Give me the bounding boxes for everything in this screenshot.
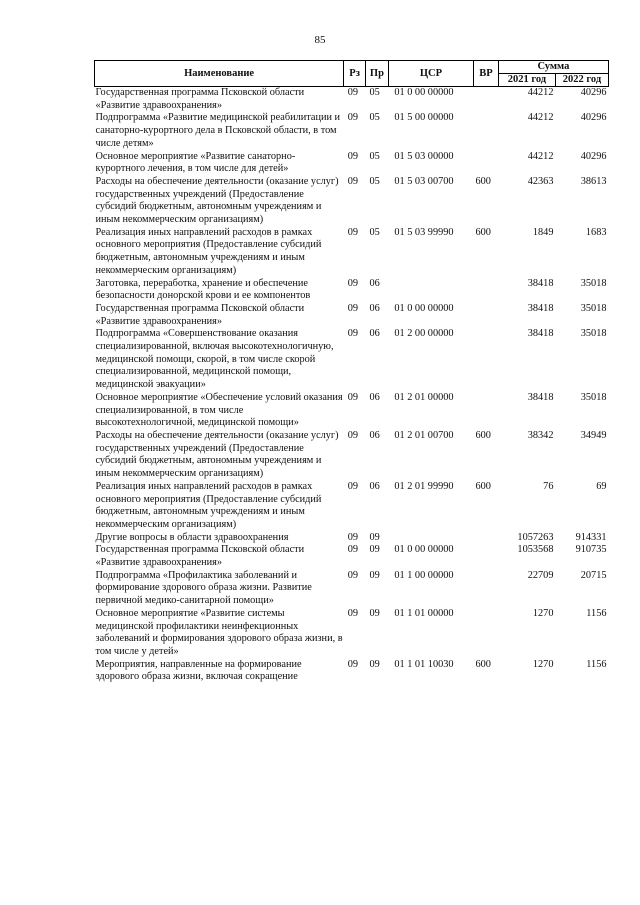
vr-cell: 600 xyxy=(475,226,491,238)
sum-2021-cell: 1053568 xyxy=(517,544,554,556)
vr-cell xyxy=(473,278,498,303)
csr-cell xyxy=(388,532,473,545)
rz-cell: 09 xyxy=(347,429,358,441)
name-cell: Основное мероприятие «Обеспечение условий оказания специализированной, в том числе высокотехнологичной, медицинской помощи» xyxy=(95,391,343,429)
name-cell: Мероприятия, направленные на формирование здорового образа жизни, включая сокращение xyxy=(95,658,302,683)
rz-cell: 09 xyxy=(347,391,358,403)
pr-cell: 09 xyxy=(369,569,380,581)
table-row xyxy=(95,227,609,278)
header-name: Наименование xyxy=(95,61,344,87)
csr-cell: 01 1 00 00000 xyxy=(394,569,454,581)
sum-2022-cell: 35018 xyxy=(580,302,607,314)
rz-cell: 09 xyxy=(347,277,358,289)
sum-2022-cell: 914331 xyxy=(575,531,607,543)
csr-cell: 01 5 03 00700 xyxy=(394,175,454,187)
name-cell: Основное мероприятие «Развитие санаторно-курортного лечения, в том числе для детей» xyxy=(95,150,296,175)
csr-cell: 01 2 01 00000 xyxy=(394,391,454,403)
sum-2021-cell: 38418 xyxy=(527,328,554,340)
rz-cell: 09 xyxy=(347,607,358,619)
pr-cell: 05 xyxy=(369,112,380,124)
sum-2021-cell: 1849 xyxy=(532,226,554,238)
table-row xyxy=(95,481,609,532)
sum-2021-cell: 1270 xyxy=(532,607,554,619)
pr-cell: 05 xyxy=(369,226,380,238)
rz-cell: 09 xyxy=(347,150,358,162)
table-row xyxy=(95,278,609,303)
vr-cell xyxy=(473,87,498,113)
sum-2022-cell: 35018 xyxy=(580,277,607,289)
sum-2021-cell: 38418 xyxy=(527,391,554,403)
sum-2022-cell: 1156 xyxy=(586,607,607,619)
name-cell: Государственная программа Псковской области «Развитие здравоохранения» xyxy=(95,87,305,111)
name-cell: Расходы на обеспечение деятельности (оказание услуг) государственных учреждений (Предоставление субсидий бюджетным, автономным учреждениям и иным некоммерческим организациям) xyxy=(95,429,339,480)
rz-cell: 09 xyxy=(347,226,358,238)
rz-cell: 09 xyxy=(347,328,358,340)
vr-cell xyxy=(473,608,498,659)
pr-cell: 06 xyxy=(369,277,380,289)
vr-cell xyxy=(473,570,498,608)
sum-2021-cell: 22709 xyxy=(527,569,554,581)
pr-cell: 09 xyxy=(369,607,380,619)
csr-cell: 01 0 00 00000 xyxy=(394,87,454,98)
header-vr: ВР xyxy=(473,61,498,87)
name-cell: Подпрограмма «Развитие медицинской реабилитации и санаторно-курортного дела в Псковской области, в том числе детям» xyxy=(95,112,341,149)
name-cell: Другие вопросы в области здравоохранения xyxy=(95,531,289,543)
csr-cell: 01 1 01 10030 xyxy=(394,658,454,670)
sum-2022-cell: 40296 xyxy=(580,112,607,124)
vr-cell xyxy=(473,392,498,430)
sum-2022-cell: 1683 xyxy=(585,226,607,238)
table-header xyxy=(95,61,609,87)
rz-cell: 09 xyxy=(347,544,358,556)
sum-2022-cell: 35018 xyxy=(580,391,607,403)
csr-cell: 01 0 00 00000 xyxy=(394,302,454,314)
header-sum: Сумма xyxy=(498,61,608,74)
name-cell: Подпрограмма «Профилактика заболеваний и формирование здорового образа жизни. Развитие первичной медико-санитарной помощи» xyxy=(95,569,312,607)
name-cell: Реализация иных направлений расходов в рамках основного мероприятия (Предоставление субсидий бюджетным, автономным учреждениям и иным некоммерческим организациям) xyxy=(95,226,322,276)
vr-cell: 600 xyxy=(475,429,491,441)
csr-cell: 01 2 01 00700 xyxy=(394,429,454,441)
sum-2022-cell: 69 xyxy=(596,480,607,492)
vr-cell xyxy=(473,151,498,176)
name-cell: Реализация иных направлений расходов в рамках основного мероприятия (Предоставление субсидий бюджетным, автономным учреждениям и иным некоммерческим организациям) xyxy=(95,480,322,530)
sum-2021-cell: 1057263 xyxy=(517,531,554,543)
sum-2021-cell: 38342 xyxy=(527,429,554,441)
pr-cell: 06 xyxy=(369,480,380,492)
name-cell: Государственная программа Псковской области «Развитие здравоохранения» xyxy=(95,544,305,569)
pr-cell: 05 xyxy=(369,175,380,187)
rz-cell: 09 xyxy=(347,302,358,314)
table-row xyxy=(95,430,609,481)
sum-2021-cell: 38418 xyxy=(527,302,554,314)
csr-cell: 01 2 00 00000 xyxy=(394,328,454,340)
rz-cell: 09 xyxy=(347,531,358,543)
table-row xyxy=(95,87,609,113)
pr-cell: 06 xyxy=(369,391,380,403)
name-cell: Расходы на обеспечение деятельности (оказание услуг) государственных учреждений (Предоставление субсидий бюджетным, автономным учреждениям и иным некоммерческим организациям) xyxy=(95,175,339,226)
pr-cell: 06 xyxy=(369,328,380,340)
sum-2022-cell: 40296 xyxy=(580,150,607,162)
pr-cell: 06 xyxy=(369,429,380,441)
table-row xyxy=(95,328,609,392)
sum-2022-cell: 1156 xyxy=(586,658,607,670)
rz-cell: 09 xyxy=(347,112,358,124)
name-cell: Заготовка, переработка, хранение и обеспечение безопасности донорской крови и ее компонентов xyxy=(95,277,311,302)
rz-cell: 09 xyxy=(347,658,358,670)
table-body xyxy=(95,87,609,685)
vr-cell xyxy=(473,544,498,569)
csr-cell: 01 1 01 00000 xyxy=(394,607,454,619)
vr-cell: 600 xyxy=(475,175,491,187)
table-row xyxy=(95,176,609,227)
pr-cell: 06 xyxy=(369,302,380,314)
pr-cell: 05 xyxy=(369,87,380,98)
pr-cell: 09 xyxy=(369,658,380,670)
sum-2022-cell: 35018 xyxy=(580,328,607,340)
budget-table xyxy=(94,60,609,684)
sum-2022-cell: 910735 xyxy=(575,544,607,556)
vr-cell xyxy=(473,112,498,150)
header-year-2021: 2021 год xyxy=(498,74,555,87)
table-row xyxy=(95,392,609,430)
name-cell: Государственная программа Псковской области «Развитие здравоохранения» xyxy=(95,302,305,327)
vr-cell: 600 xyxy=(475,658,491,670)
table-row xyxy=(95,608,609,659)
vr-cell xyxy=(473,328,498,392)
sum-2021-cell: 1270 xyxy=(532,658,554,670)
name-cell: Подпрограмма «Совершенствование оказания специализированной, включая высокотехнологичную, медицинской помощи, скорой, в том числе скорой специализированной, медицинской помощи, медицинской эвакуации» xyxy=(95,328,334,391)
header-csr: ЦСР xyxy=(388,61,473,87)
rz-cell: 09 xyxy=(347,480,358,492)
csr-cell: 01 5 03 99990 xyxy=(394,226,454,238)
table-row xyxy=(95,544,609,569)
name-cell: Основное мероприятие «Развитие системы медицинской профилактики неинфекционных заболеваний и формирования здорового образа жизни, в том числе у детей» xyxy=(95,607,343,657)
table-row xyxy=(95,570,609,608)
page-number: 85 xyxy=(314,34,326,46)
sum-2022-cell: 40296 xyxy=(580,87,607,98)
rz-cell: 09 xyxy=(347,87,358,98)
sum-2021-cell: 38418 xyxy=(527,277,554,289)
pr-cell: 05 xyxy=(369,150,380,162)
sum-2022-cell: 34949 xyxy=(580,429,607,441)
pr-cell: 09 xyxy=(369,544,380,556)
table-row xyxy=(95,532,609,545)
pr-cell: 09 xyxy=(369,531,380,543)
csr-cell: 01 5 00 00000 xyxy=(394,112,454,124)
sum-2022-cell: 20715 xyxy=(580,569,607,581)
header-year-2022: 2022 год xyxy=(555,74,608,87)
table-row xyxy=(95,112,609,150)
table-row xyxy=(95,151,609,176)
sum-2021-cell: 42363 xyxy=(527,175,554,187)
vr-cell: 600 xyxy=(475,480,491,492)
csr-cell: 01 0 00 00000 xyxy=(394,544,454,556)
sum-2021-cell: 44212 xyxy=(527,150,554,162)
csr-cell xyxy=(388,278,473,303)
vr-cell xyxy=(473,532,498,545)
sum-2021-cell: 44212 xyxy=(527,112,554,124)
csr-cell: 01 2 01 99990 xyxy=(394,480,454,492)
header-pr: Пр xyxy=(366,61,389,87)
header-rz: Рз xyxy=(344,61,366,87)
table-row xyxy=(95,659,609,684)
sum-2021-cell: 76 xyxy=(543,480,554,492)
rz-cell: 09 xyxy=(347,175,358,187)
vr-cell xyxy=(473,303,498,328)
sum-2022-cell: 38613 xyxy=(580,175,607,187)
csr-cell: 01 5 03 00000 xyxy=(394,150,454,162)
table-row xyxy=(95,303,609,328)
sum-2021-cell: 44212 xyxy=(527,87,554,98)
rz-cell: 09 xyxy=(347,569,358,581)
